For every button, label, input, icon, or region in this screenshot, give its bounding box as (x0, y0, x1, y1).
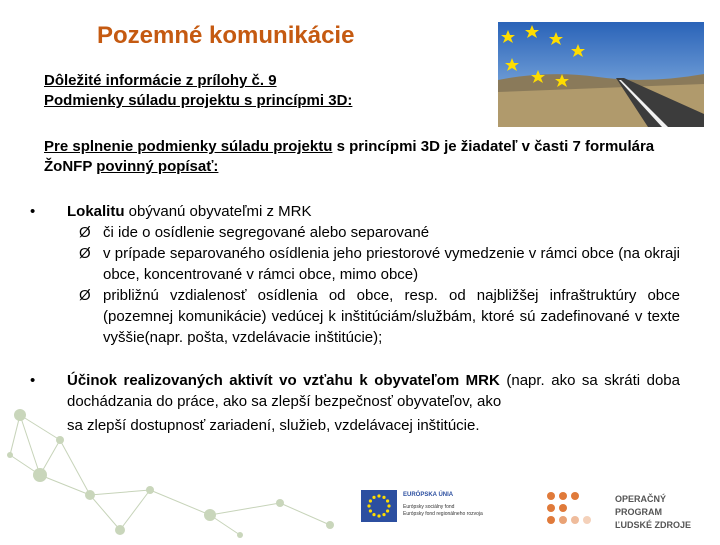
eu-fund-2: Európsky fond regionálneho rozvoja (403, 511, 483, 517)
op-dots-icon (545, 490, 609, 530)
bullet-1-rest: obývanú obyvateľmi z MRK (124, 203, 312, 220)
eu-fund-1: Európsky sociálny fond (403, 504, 455, 510)
bullet-dot-icon: • (30, 372, 36, 389)
sub-item (30, 243, 680, 285)
bullet-2-rest: (napr. ako sa skráti doba dochádzania do práce, ako sa zlepší bezpečnosť obyvateľov, ako (67, 372, 680, 410)
sub-item-text: či ide o osídlenie segregované alebo separované (103, 224, 430, 241)
requirement-paragraph (44, 137, 680, 177)
bullet-item-lokalita (30, 201, 680, 222)
bullet-2-last: sa zlepší dostupnosť zariadení, služieb, vzdelávacej inštitúcie. (67, 417, 480, 434)
op-ludske-zdroje-logo (545, 490, 715, 530)
bullet-1-bold: Lokalitu (67, 203, 125, 220)
arrow-bullet-icon: Ø (79, 245, 91, 262)
bullet-2-bold: Účinok realizovaných aktivít vo vzťahu k obyvateľom MRK (67, 372, 500, 389)
eu-logo (361, 490, 511, 526)
sub-item-text: približnú vzdialenosť osídlenia od obce, resp. od najbližšej infraštruktúry obce (pozemnej komunikácie) vedúcej k inštitúciám/službám, ktoré sú zadefinované v texte vyššie(napr. pošta, vzdelávacie inštitúcie); (103, 287, 680, 346)
sub-item (30, 285, 680, 348)
page-title: Pozemné komunikácie (97, 22, 355, 49)
eu-funds (403, 504, 483, 518)
op-line-2: ĽUDSKÉ ZDROJE (615, 520, 692, 530)
eu-name: EURÓPSKA ÚNIA (403, 492, 454, 498)
road-eu-stars-image (498, 22, 704, 127)
requirement-part-2: s princípmi 3D je žiadateľ v časti 7 formulára ŽoNFP (44, 138, 655, 175)
sub-item (30, 222, 680, 243)
info-line-2: Podmienky súladu projektu s princípmi 3D: (44, 92, 353, 109)
sub-item-text: v prípade separovaného osídlenia jeho priestorové vymedzenie v rámci obce (na okraji obce, koncentrované v rámci obce, mimo obce) (103, 245, 680, 283)
requirement-part-3: povinný popísať: (96, 158, 219, 175)
info-heading (44, 71, 352, 111)
op-line-1: OPERAČNÝ PROGRAM (615, 494, 667, 517)
op-name (615, 493, 715, 532)
arrow-bullet-icon: Ø (79, 224, 91, 241)
bullet-dot-icon: • (30, 203, 36, 220)
eu-flag-icon (361, 490, 397, 522)
network-ornament (0, 395, 360, 540)
info-line-1: Dôležité informácie z prílohy č. 9 (44, 72, 277, 89)
arrow-bullet-icon: Ø (79, 287, 91, 304)
requirement-part-1: Pre splnenie podmienky súladu projektu (44, 138, 333, 155)
